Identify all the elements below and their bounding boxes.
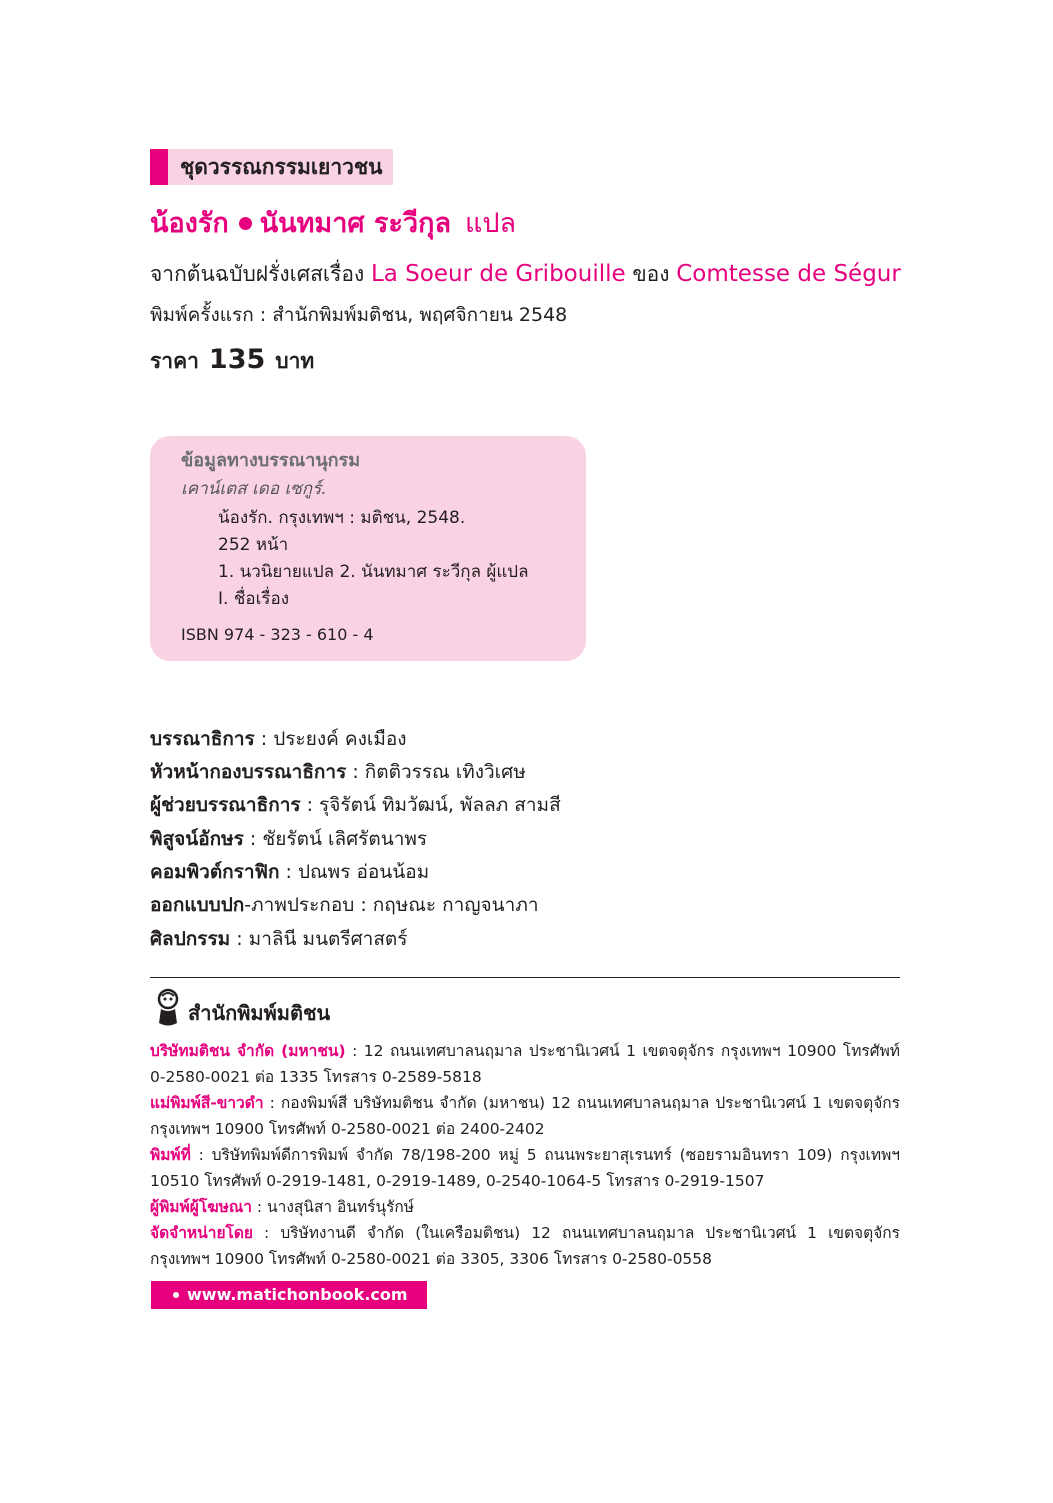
book-title: น้องรัก — [150, 208, 229, 239]
source-line — [150, 258, 901, 290]
imprint-entry — [150, 1142, 900, 1194]
imprint-entry — [150, 1194, 900, 1220]
price-line — [150, 342, 314, 379]
cip-author: เคาน์เตส เดอ เซกูร์. — [181, 479, 327, 499]
credit-editor — [150, 725, 407, 753]
source-author: Comtesse de Ségur — [676, 261, 901, 287]
cip-line: I. ชื่อเรื่อง — [218, 589, 290, 609]
cataloging-box — [150, 436, 586, 661]
translator-name: นันทมาศ ระวีกุล — [259, 208, 451, 239]
imprint-key: บริษัทมติชน จำกัด (มหาชน) — [150, 1042, 346, 1060]
credit-art — [150, 925, 407, 953]
cip-line: 252 หน้า — [218, 535, 289, 555]
imprint-entry — [150, 1090, 900, 1142]
price-unit: บาท — [275, 349, 315, 373]
divider — [150, 977, 900, 978]
imprint-text: : กองพิมพ์สี บริษัทมติชน จำกัด (มหาชน) 12 ถนนเทศบาลนฤมาล ประชานิเวศน์ 1 เขตจตุจักร กรุงเทพฯ 10900 โทรศัพท์ 0-2580-0021 ต่อ 2400-2402 — [150, 1094, 900, 1138]
isbn: ISBN 974 - 323 - 610 - 4 — [181, 625, 374, 644]
publisher-logo-icon — [154, 988, 184, 1028]
price-label: ราคา — [150, 349, 199, 373]
cip-heading: ข้อมูลทางบรรณานุกรม — [181, 450, 361, 471]
credit-names: -ภาพประกอบ : กฤษณะ กาญจนาภา — [244, 894, 539, 916]
website-link[interactable] — [151, 1281, 427, 1309]
credit-names: : ประยงค์ คงเมือง — [254, 728, 407, 750]
first-print-line: พิมพ์ครั้งแรก : สำนักพิมพ์มติชน, พฤศจิกายน 2548 — [150, 304, 568, 326]
website-url: www.matichonbook.com — [187, 1285, 408, 1304]
cip-line: น้องรัก. กรุงเทพฯ : มติชน, 2548. — [218, 508, 466, 528]
credit-names: : ปณพร อ่อนน้อม — [279, 861, 430, 883]
price-value: 135 — [208, 344, 266, 375]
series-accent-bar — [150, 149, 168, 185]
bullet-icon — [239, 217, 252, 230]
credit-cover-design — [150, 891, 539, 919]
cip-line: 1. นวนิยายแปล 2. นันทมาศ ระวีกุล ผู้แปล — [218, 562, 529, 582]
imprint-block — [150, 1038, 900, 1272]
credit-role: หัวหน้ากองบรรณาธิการ — [150, 761, 347, 783]
credit-names: : มาลินี มนตรีศาสตร์ — [230, 928, 408, 950]
imprint-key: แม่พิมพ์สี-ขาวดำ — [150, 1094, 264, 1112]
source-title: La Soeur de Gribouille — [370, 261, 626, 287]
credit-names: : กิตติวรรณ เทิงวิเศษ — [346, 761, 526, 783]
imprint-key: จัดจำหน่ายโดย — [150, 1224, 254, 1242]
series-label-text: ชุดวรรณกรรมเยาวชน — [168, 149, 393, 185]
imprint-entry — [150, 1038, 900, 1090]
source-prefix: จากต้นฉบับฝรั่งเศสเรื่อง — [150, 262, 365, 286]
series-label — [150, 149, 393, 185]
credit-assistant-editor — [150, 791, 561, 819]
imprint-key: พิมพ์ที่ — [150, 1146, 191, 1164]
credit-chief-editor — [150, 758, 526, 786]
bullet-icon — [173, 1292, 179, 1298]
credit-role: คอมพิวต์กราฟิก — [150, 861, 280, 883]
credit-computer-graphics — [150, 858, 429, 886]
credit-proofreader — [150, 825, 427, 853]
imprint-key: ผู้พิมพ์ผู้โฆษณา — [150, 1198, 252, 1216]
imprint-text: : นางสุนิสา อินทร์นุรักษ์ — [251, 1198, 415, 1216]
publisher-name: สำนักพิมพ์มติชน — [188, 1001, 331, 1025]
publisher-header — [154, 988, 330, 1028]
credit-role: บรรณาธิการ — [150, 728, 255, 750]
title-line — [150, 206, 516, 242]
translator-role: แปล — [465, 208, 517, 239]
credit-role: ผู้ช่วยบรรณาธิการ — [150, 794, 301, 816]
imprint-text: : บริษัทงานดี จำกัด (ในเครือมติชน) 12 ถนนเทศบาลนฤมาล ประชานิเวศน์ 1 เขตจตุจักร กรุงเทพฯ 10900 โทรศัพท์ 0-2580-0021 ต่อ 3305, 3306 โทรสาร 0-2580-0558 — [150, 1224, 900, 1268]
credit-role: พิสูจน์อักษร — [150, 828, 244, 850]
imprint-text: : บริษัทพิมพ์ดีการพิมพ์ จำกัด 78/198-200 หมู่ 5 ถนนพระยาสุเรนทร์ (ซอยรามอินทรา 109) กรุงเทพฯ 10510 โทรศัพท์ 0-2919-1481, 0-2919-1489, 0-2540-1064-5 โทรสาร 0-2919-1507 — [150, 1146, 900, 1190]
credit-names: : ชัยรัตน์ เลิศรัตนาพร — [243, 828, 428, 850]
imprint-entry — [150, 1220, 900, 1272]
credit-role: ออกแบบปก — [150, 894, 245, 916]
credit-role: ศิลปกรรม — [150, 928, 231, 950]
imprint-text: : 12 ถนนเทศบาลนฤมาล ประชานิเวศน์ 1 เขตจตุจักร กรุงเทพฯ 10900 โทรศัพท์ 0-2580-0021 ต่อ 1335 โทรสาร 0-2589-5818 — [150, 1042, 901, 1086]
credit-names: : รุจิรัตน์ ทิมวัฒน์, พัลลภ สามสี — [300, 794, 561, 816]
source-of: ของ — [632, 262, 670, 286]
